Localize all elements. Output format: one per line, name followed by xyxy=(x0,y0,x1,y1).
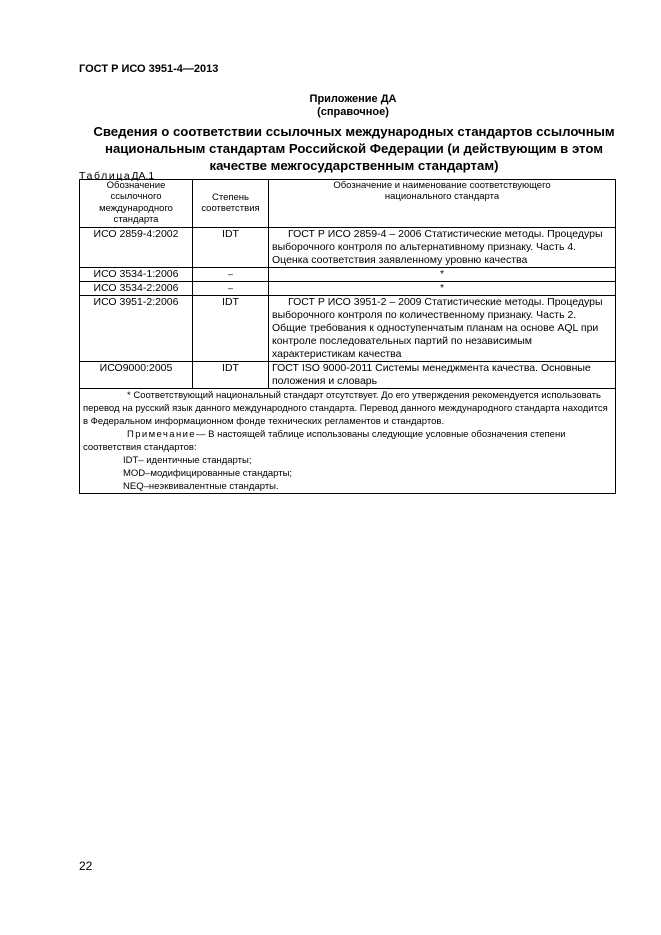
cell-national: * xyxy=(269,267,616,281)
cell-degree: IDT xyxy=(193,295,269,361)
cell-degree: – xyxy=(193,267,269,281)
column-header-degree: Степень соответствия xyxy=(193,180,269,228)
table-note xyxy=(83,428,612,454)
table-caption-id: ДА.1 xyxy=(131,170,155,182)
table-notes xyxy=(80,388,616,493)
cell-degree: IDT xyxy=(193,227,269,267)
cell-international: ИСО 3534-2:2006 xyxy=(80,281,193,295)
table-caption-word: Таблица xyxy=(79,170,132,182)
cell-international: ИСО 3534-1:2006 xyxy=(80,267,193,281)
table-row xyxy=(80,227,616,267)
cell-degree: – xyxy=(193,281,269,295)
column-header-national: Обозначение и наименование соответствующего национального стандарта xyxy=(269,180,616,228)
table-row xyxy=(80,295,616,361)
note-text: — В настоящей таблице использованы следующие условные обозначения степени соответствия стандартов: xyxy=(83,428,566,453)
document-code: ГОСТ Р ИСО 3951-4—2013 xyxy=(79,63,219,75)
cell-international: ИСО9000:2005 xyxy=(80,361,193,388)
standards-table xyxy=(79,179,616,494)
cell-national: * xyxy=(269,281,616,295)
table-notes-row xyxy=(80,388,616,493)
legend-item: IDT– идентичные стандарты; xyxy=(123,454,252,466)
annex-heading xyxy=(80,123,628,174)
column-header-international: Обозначение ссылочного международного стандарта xyxy=(80,180,193,228)
table-footnote: * Соответствующий национальный стандарт отсутствует. До его утверждения рекомендуется использовать перевод на русский язык данного международного стандарта. Перевод данного международного стандарта находится в Федеральном информационном фонде технических регламентов и стандартов. xyxy=(83,389,608,427)
cell-degree: IDT xyxy=(193,361,269,388)
table-row xyxy=(80,281,616,295)
legend-item: MOD–модифицированные стандарты; xyxy=(123,467,293,479)
cell-national: ГОСТ Р ИСО 2859-4 – 2006 Статистические методы. Процедуры выборочного контроля по альтернативному признаку. Часть 4. Оценка соответствия заявленному уровню качества xyxy=(269,227,616,267)
table-header-row xyxy=(80,180,616,228)
annex-heading-line: национальным стандартам Российской Федерации (и действующим в этом xyxy=(105,141,603,156)
cell-international: ИСО 2859-4:2002 xyxy=(80,227,193,267)
legend-item: NEQ–неэквивалентные стандарты. xyxy=(123,480,279,492)
cell-national: ГОСТ Р ИСО 3951-2 – 2009 Статистические методы. Процедуры выборочного контроля по количественному признаку. Часть 2. Общие требования к одноступенчатым планам на основе AQL при контроле последовательных партий по независимым характеристикам качества xyxy=(269,295,616,361)
page-number: 22 xyxy=(79,859,93,873)
note-label: Примечание xyxy=(127,428,196,440)
annex-heading-line: Сведения о соответствии ссылочных международных стандартов ссылочным xyxy=(93,124,615,139)
cell-national: ГОСТ ISO 9000-2011 Системы менеджмента качества. Основные положения и словарь xyxy=(269,361,616,388)
annex-heading-line: качестве межгосударственным стандартам) xyxy=(209,158,499,173)
annex-title: Приложение ДА xyxy=(309,93,397,105)
cell-international: ИСО 3951-2:2006 xyxy=(80,295,193,361)
annex-type: (справочное) xyxy=(317,106,389,118)
table-row xyxy=(80,267,616,281)
table-row xyxy=(80,361,616,388)
